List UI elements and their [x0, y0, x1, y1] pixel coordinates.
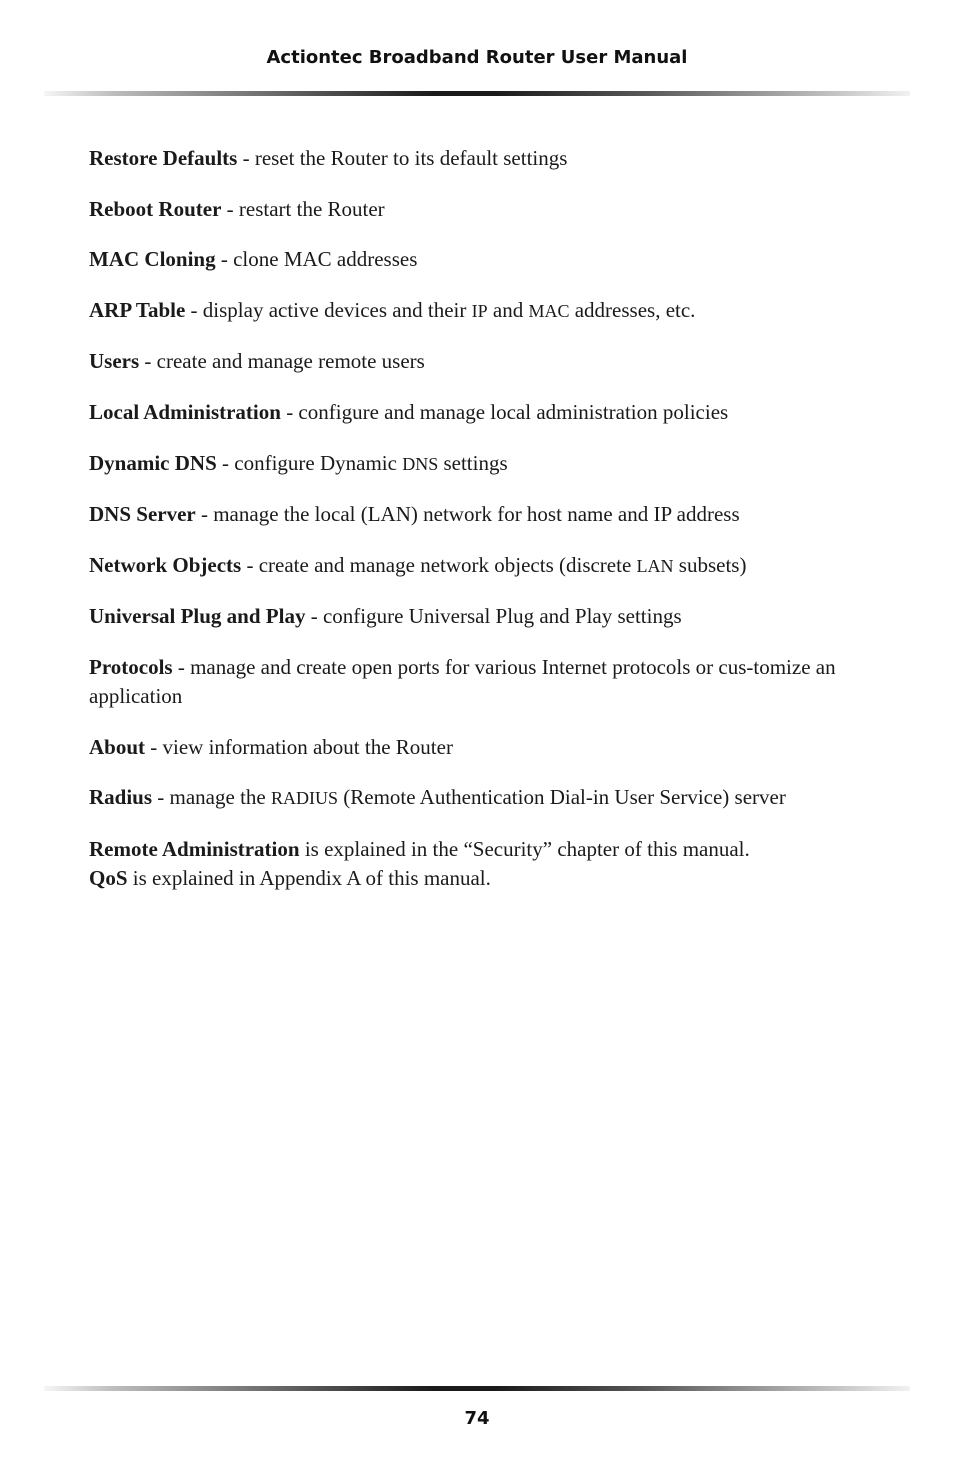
entry-desc: (Remote Authentication Dial-in User Service) server — [338, 785, 786, 810]
entry-term: Reboot Router — [89, 196, 222, 221]
entry-desc: - create and manage remote users — [139, 349, 425, 374]
entry-desc: - manage and create open ports for various Internet protocols or cus-tomize an application — [89, 654, 836, 708]
entry-restore-defaults — [89, 144, 879, 173]
entry-term: Users — [89, 349, 140, 374]
entry-term: Radius — [89, 785, 153, 810]
entry-term: Network Objects — [89, 552, 242, 577]
entry-desc: addresses, etc. — [569, 297, 696, 322]
entry-protocols — [89, 653, 879, 711]
entry-desc: - configure Dynamic — [216, 450, 403, 475]
entry-users — [89, 347, 879, 376]
entry-desc: settings — [438, 450, 508, 475]
footer-divider — [44, 1386, 910, 1391]
note-term: Remote Administration — [89, 836, 300, 861]
entry-term: Protocols — [89, 654, 173, 679]
entry-network-objects — [89, 551, 879, 581]
entry-abbrev: DNS — [402, 453, 439, 474]
entry-desc: - manage the — [152, 785, 271, 810]
entry-term: Restore Defaults — [89, 146, 238, 170]
entry-dns-server — [89, 500, 879, 529]
page-header-title: Actiontec Broadband Router User Manual — [266, 47, 688, 68]
entry-reboot-router — [89, 195, 879, 224]
entry-desc: - view information about the Router — [145, 734, 453, 759]
entry-term: Local Administration — [89, 399, 281, 424]
entry-desc: - reset the Router to its default settings — [237, 146, 568, 170]
entry-about — [89, 733, 879, 762]
entry-term: About — [89, 734, 146, 759]
entry-desc: - configure and manage local administration policies — [280, 399, 729, 424]
entry-term: MAC Cloning — [89, 247, 216, 272]
entry-abbrev: MAC — [528, 300, 570, 321]
note-term: QoS — [89, 865, 128, 890]
entry-arp-table — [89, 296, 879, 326]
entry-desc: - manage the local (LAN) network for host name and IP address — [195, 502, 740, 527]
menu-descriptions — [89, 144, 879, 893]
entry-desc: - restart the Router — [221, 196, 385, 221]
entry-desc: - configure Universal Plug and Play settings — [305, 604, 682, 629]
entry-mac-cloning — [89, 245, 879, 274]
header-divider — [44, 91, 910, 96]
entry-desc: - display active devices and their — [185, 297, 472, 322]
note-desc: is explained in Appendix A of this manual. — [127, 865, 491, 890]
note-desc: is explained in the “Security” chapter of this manual. — [299, 836, 750, 861]
additional-notes — [89, 835, 879, 893]
note-qos — [89, 864, 879, 893]
entry-universal-plug-and-play — [89, 602, 879, 631]
entry-abbrev: IP — [471, 300, 488, 321]
entry-term: Dynamic DNS — [89, 450, 217, 475]
entry-desc: and — [487, 297, 529, 322]
entry-term: DNS Server — [89, 502, 196, 527]
entry-desc: - create and manage network objects (discrete — [241, 552, 637, 577]
entry-local-administration — [89, 398, 879, 427]
page-number: 74 — [464, 1408, 490, 1429]
entry-abbrev: LAN — [636, 555, 674, 576]
entry-term: ARP Table — [89, 297, 186, 322]
entry-term: Universal Plug and Play — [89, 604, 306, 629]
entry-radius — [89, 783, 879, 813]
entry-abbrev: RADIUS — [270, 788, 338, 809]
entry-dynamic-dns — [89, 449, 879, 479]
entry-desc: subsets) — [673, 552, 747, 577]
entry-desc: - clone MAC addresses — [215, 247, 418, 272]
note-remote-administration — [89, 835, 879, 864]
